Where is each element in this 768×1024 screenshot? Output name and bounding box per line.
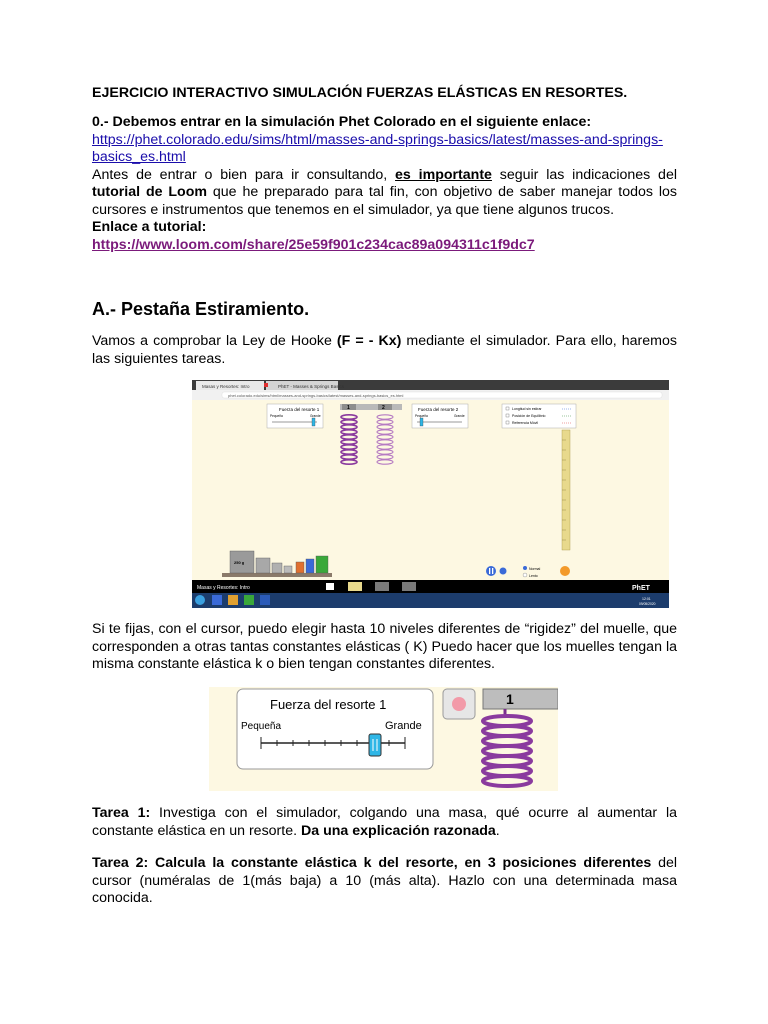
phet-logo: PhET	[632, 585, 650, 592]
zoom-slider-thumb	[369, 734, 381, 756]
zoom-spring-label	[483, 689, 558, 709]
reset-button	[560, 566, 570, 576]
task-2-label: Tarea 2:	[92, 855, 149, 871]
simulation-screenshot	[192, 380, 669, 608]
svg-text:Fuerza del resorte 2: Fuerza del resorte 2	[418, 407, 459, 412]
browser-tab-2-label: PhET - Masses & Springs Basics	[278, 384, 344, 389]
svg-text:Pequeña: Pequeña	[270, 414, 283, 418]
document-title: EJERCICIO INTERACTIVO SIMULACIÓN FUERZAS ELÁSTICAS EN RESORTES.	[92, 85, 628, 101]
windows-start-icon	[195, 595, 205, 605]
important-emphasis: es importante	[395, 166, 492, 183]
task-1: Tarea 1: Investiga con el simulador, colgando una masa, qué ocurre al aumentar la constante elástica en un resorte. Da una explicación razonada.	[92, 805, 677, 839]
address-url: phet.colorado.edu/sims/html/masses-and-springs-basics/latest/masses-and-springs-basics_es.html	[228, 393, 404, 398]
task-2-emphasis: Calcula la constante elástica k del resorte, en 3 posiciones diferentes	[155, 855, 652, 871]
spring-2-label	[378, 404, 392, 410]
svg-text:Posición de Equilibrio: Posición de Equilibrio	[512, 414, 546, 418]
zoom-small-label: Pequeña	[241, 721, 282, 732]
phet-link[interactable]: https://phet.colorado.edu/sims/html/masses-and-springs-basics/latest/masses-and-springs-basics_es.html	[92, 131, 663, 165]
svg-text:250 g: 250 g	[234, 560, 245, 565]
step-0-paragraph: Antes de entrar o bien para ir consultando, es importante seguir las indicaciones del tutorial de Loom que he preparado para tal fin, con objetivo de saber manejar todos los cursores e instrumentos que tenemos en el simulador, ya que tiene algunos trucos.	[92, 166, 677, 218]
step-0-heading: 0.- Debemos entrar en la simulación Phet Colorado en el siguiente enlace:	[92, 114, 592, 130]
task-2: Tarea 2: Calcula la constante elástica k del resorte, en 3 posiciones diferentes del cursor (numéralas de 1(más baja) a 10 (más alta). Hazlo con una determinada masa conocida.	[92, 855, 677, 906]
task-1-emphasis: Da una explicación razonada	[301, 822, 496, 839]
step-0-block	[92, 114, 677, 254]
svg-text:1: 1	[347, 405, 350, 411]
svg-text:Grande: Grande	[310, 414, 321, 418]
hooke-formula: (F = - Kx)	[336, 333, 402, 349]
taskbar-clock: 12:01	[642, 597, 651, 601]
tab-lab	[402, 582, 416, 591]
mass-shelf	[222, 573, 332, 577]
spring-1-slider-thumb	[312, 418, 315, 426]
svg-text:Pequeña: Pequeña	[415, 414, 428, 418]
stiffness-paragraph: Si te fijas, con el cursor, puedo elegir hasta 10 niveles diferentes de “rigidez” del muelle, que corresponden a otras tantas constantes elásticas ( K) Puedo hacer que los muelles tengan la misma constante elástica k o bien tengan constantes diferentes.	[92, 621, 677, 672]
svg-text:Longitud sin estirar: Longitud sin estirar	[512, 407, 542, 411]
tab-stretch	[348, 582, 362, 591]
spring-2-slider-thumb	[420, 418, 423, 426]
svg-text:Referencia Móvil: Referencia Móvil	[512, 421, 539, 425]
tutorial-label: Enlace a tutorial:	[92, 219, 207, 235]
svg-text:1: 1	[506, 691, 514, 707]
tab-oscillation	[375, 582, 389, 591]
section-a-intro: Vamos a comprobar la Ley de Hooke (F = - Kx) mediante el simulador. Para ello, haremos las siguientes tareas.	[92, 333, 677, 367]
svg-text:Grande: Grande	[454, 414, 465, 418]
home-button	[326, 583, 334, 590]
section-a-heading: A.- Pestaña Estiramiento.	[92, 299, 310, 319]
app-title: Masas y Resortes: Intro	[197, 585, 250, 591]
svg-text:Normal: Normal	[529, 567, 541, 571]
svg-text:Lento: Lento	[529, 574, 538, 578]
loom-link[interactable]: https://www.loom.com/share/25e59f901c234cac89a094311c1f9dc7	[92, 236, 535, 253]
zoom-big-label: Grande	[385, 720, 422, 732]
svg-text:2: 2	[382, 405, 385, 411]
browser-tab-1-label: Masas y Resortes: Intro	[202, 384, 250, 389]
taskbar-date: 09/05/2020	[639, 602, 656, 606]
pause-button	[486, 566, 496, 576]
task-1-label: Tarea 1:	[92, 805, 151, 821]
step-button	[500, 568, 507, 575]
zoom-panel-title: Fuerza del resorte 1	[270, 697, 387, 712]
slider-zoom-image	[209, 687, 558, 791]
tutorial-emphasis: tutorial de Loom	[92, 184, 207, 200]
svg-text:Fuerza del resorte 1: Fuerza del resorte 1	[279, 407, 320, 412]
